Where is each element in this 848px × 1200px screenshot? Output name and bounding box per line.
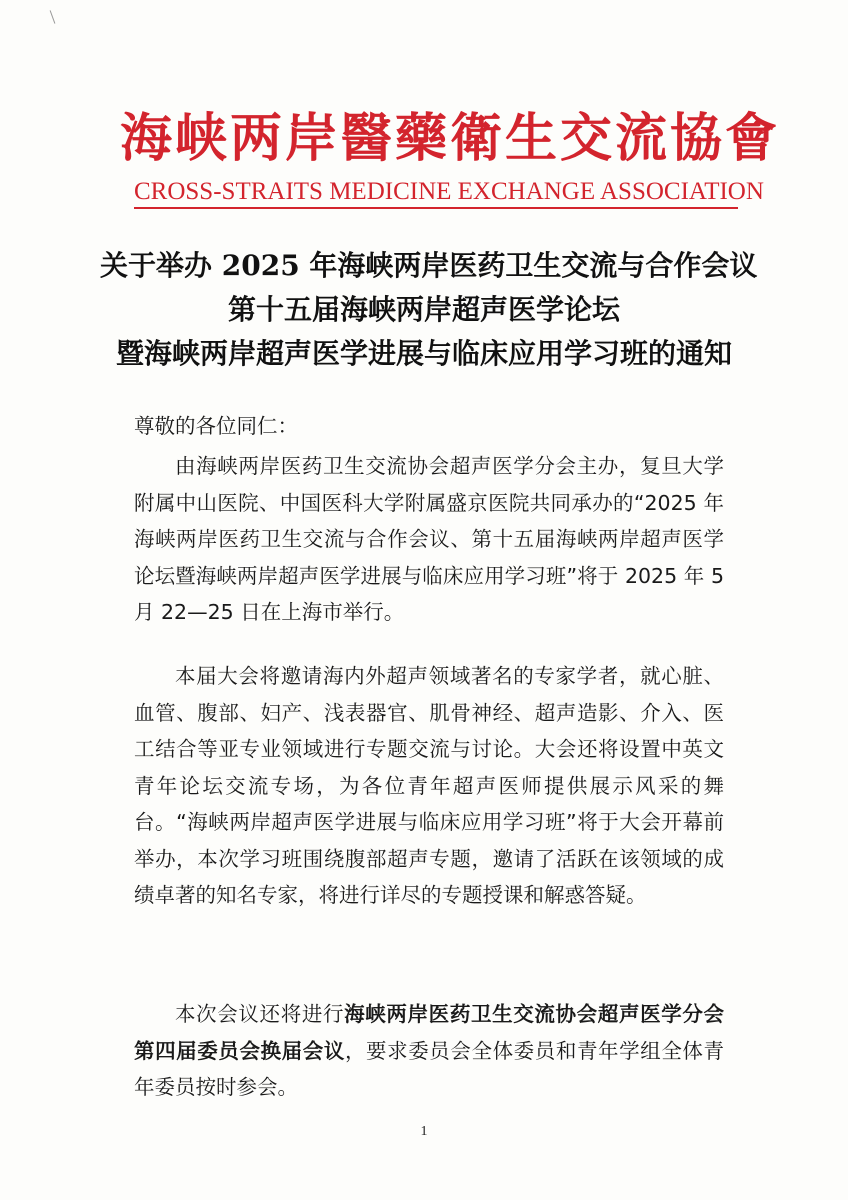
paragraph-1: 由海峡两岸医药卫生交流协会超声医学分会主办，复旦大学附属中山医院、中国医科大学附属盛京医院共同承办的“2025 年海峡两岸医药卫生交流与合作会议、第十五届海峡两岸超声医学论坛暨海峡两岸超声医学进展与临床应用学习班”将于 2025 年 5 月 22—25 日在上海市举行。: [134, 454, 724, 624]
scan-artifact-mark: [50, 10, 56, 23]
letterhead-divider: [134, 207, 738, 209]
notice-title-line-2: 第十五届海峡两岸超声医学论坛: [227, 293, 620, 326]
paragraph-2: 本届大会将邀请海内外超声领域著名的专家学者，就心脏、血管、腹部、妇产、浅表器官、肌骨神经、超声造影、介入、医工结合等亚专业领域进行专题交流与讨论。大会还将设置中英文青年论坛交流专场，为各位青年超声医师提供展示风采的舞台。“海峡两岸超声医学进展与临床应用学习班”将于大会开幕前举办，本次学习班围绕腹部超声专题，邀请了活跃在该领域的成绩卓著的知名专家，将进行详尽的专题授课和解惑答疑。: [134, 664, 724, 907]
paragraph-3-emphasis: 海峡两岸医药卫生交流协会超声医学分会第四届委员会换届会议: [134, 1002, 725, 1063]
paragraph-3-suffix: ，要求委员会全体委员和青年学组全体青年委员按时参会。: [134, 1038, 725, 1099]
letterhead-english-name: CROSS-STRAITS MEDICINE EXCHANGE ASSOCIATION: [134, 178, 764, 205]
notice-title-line-1: 关于举办 2025 年海峡两岸医药卫生交流与合作会议: [100, 249, 758, 282]
salutation: 尊敬的各位同仁：: [134, 414, 298, 438]
letterhead-chinese-name: 海峡两岸醫藥衛生交流協會: [120, 108, 781, 169]
notice-title-line-3: 暨海峡两岸超声医学进展与临床应用学习班的通知: [115, 337, 732, 370]
paragraph-3-prefix: 本次会议还将进行: [175, 1002, 345, 1026]
page-number: 1: [420, 1124, 428, 1139]
paragraph-3: [134, 996, 724, 1106]
